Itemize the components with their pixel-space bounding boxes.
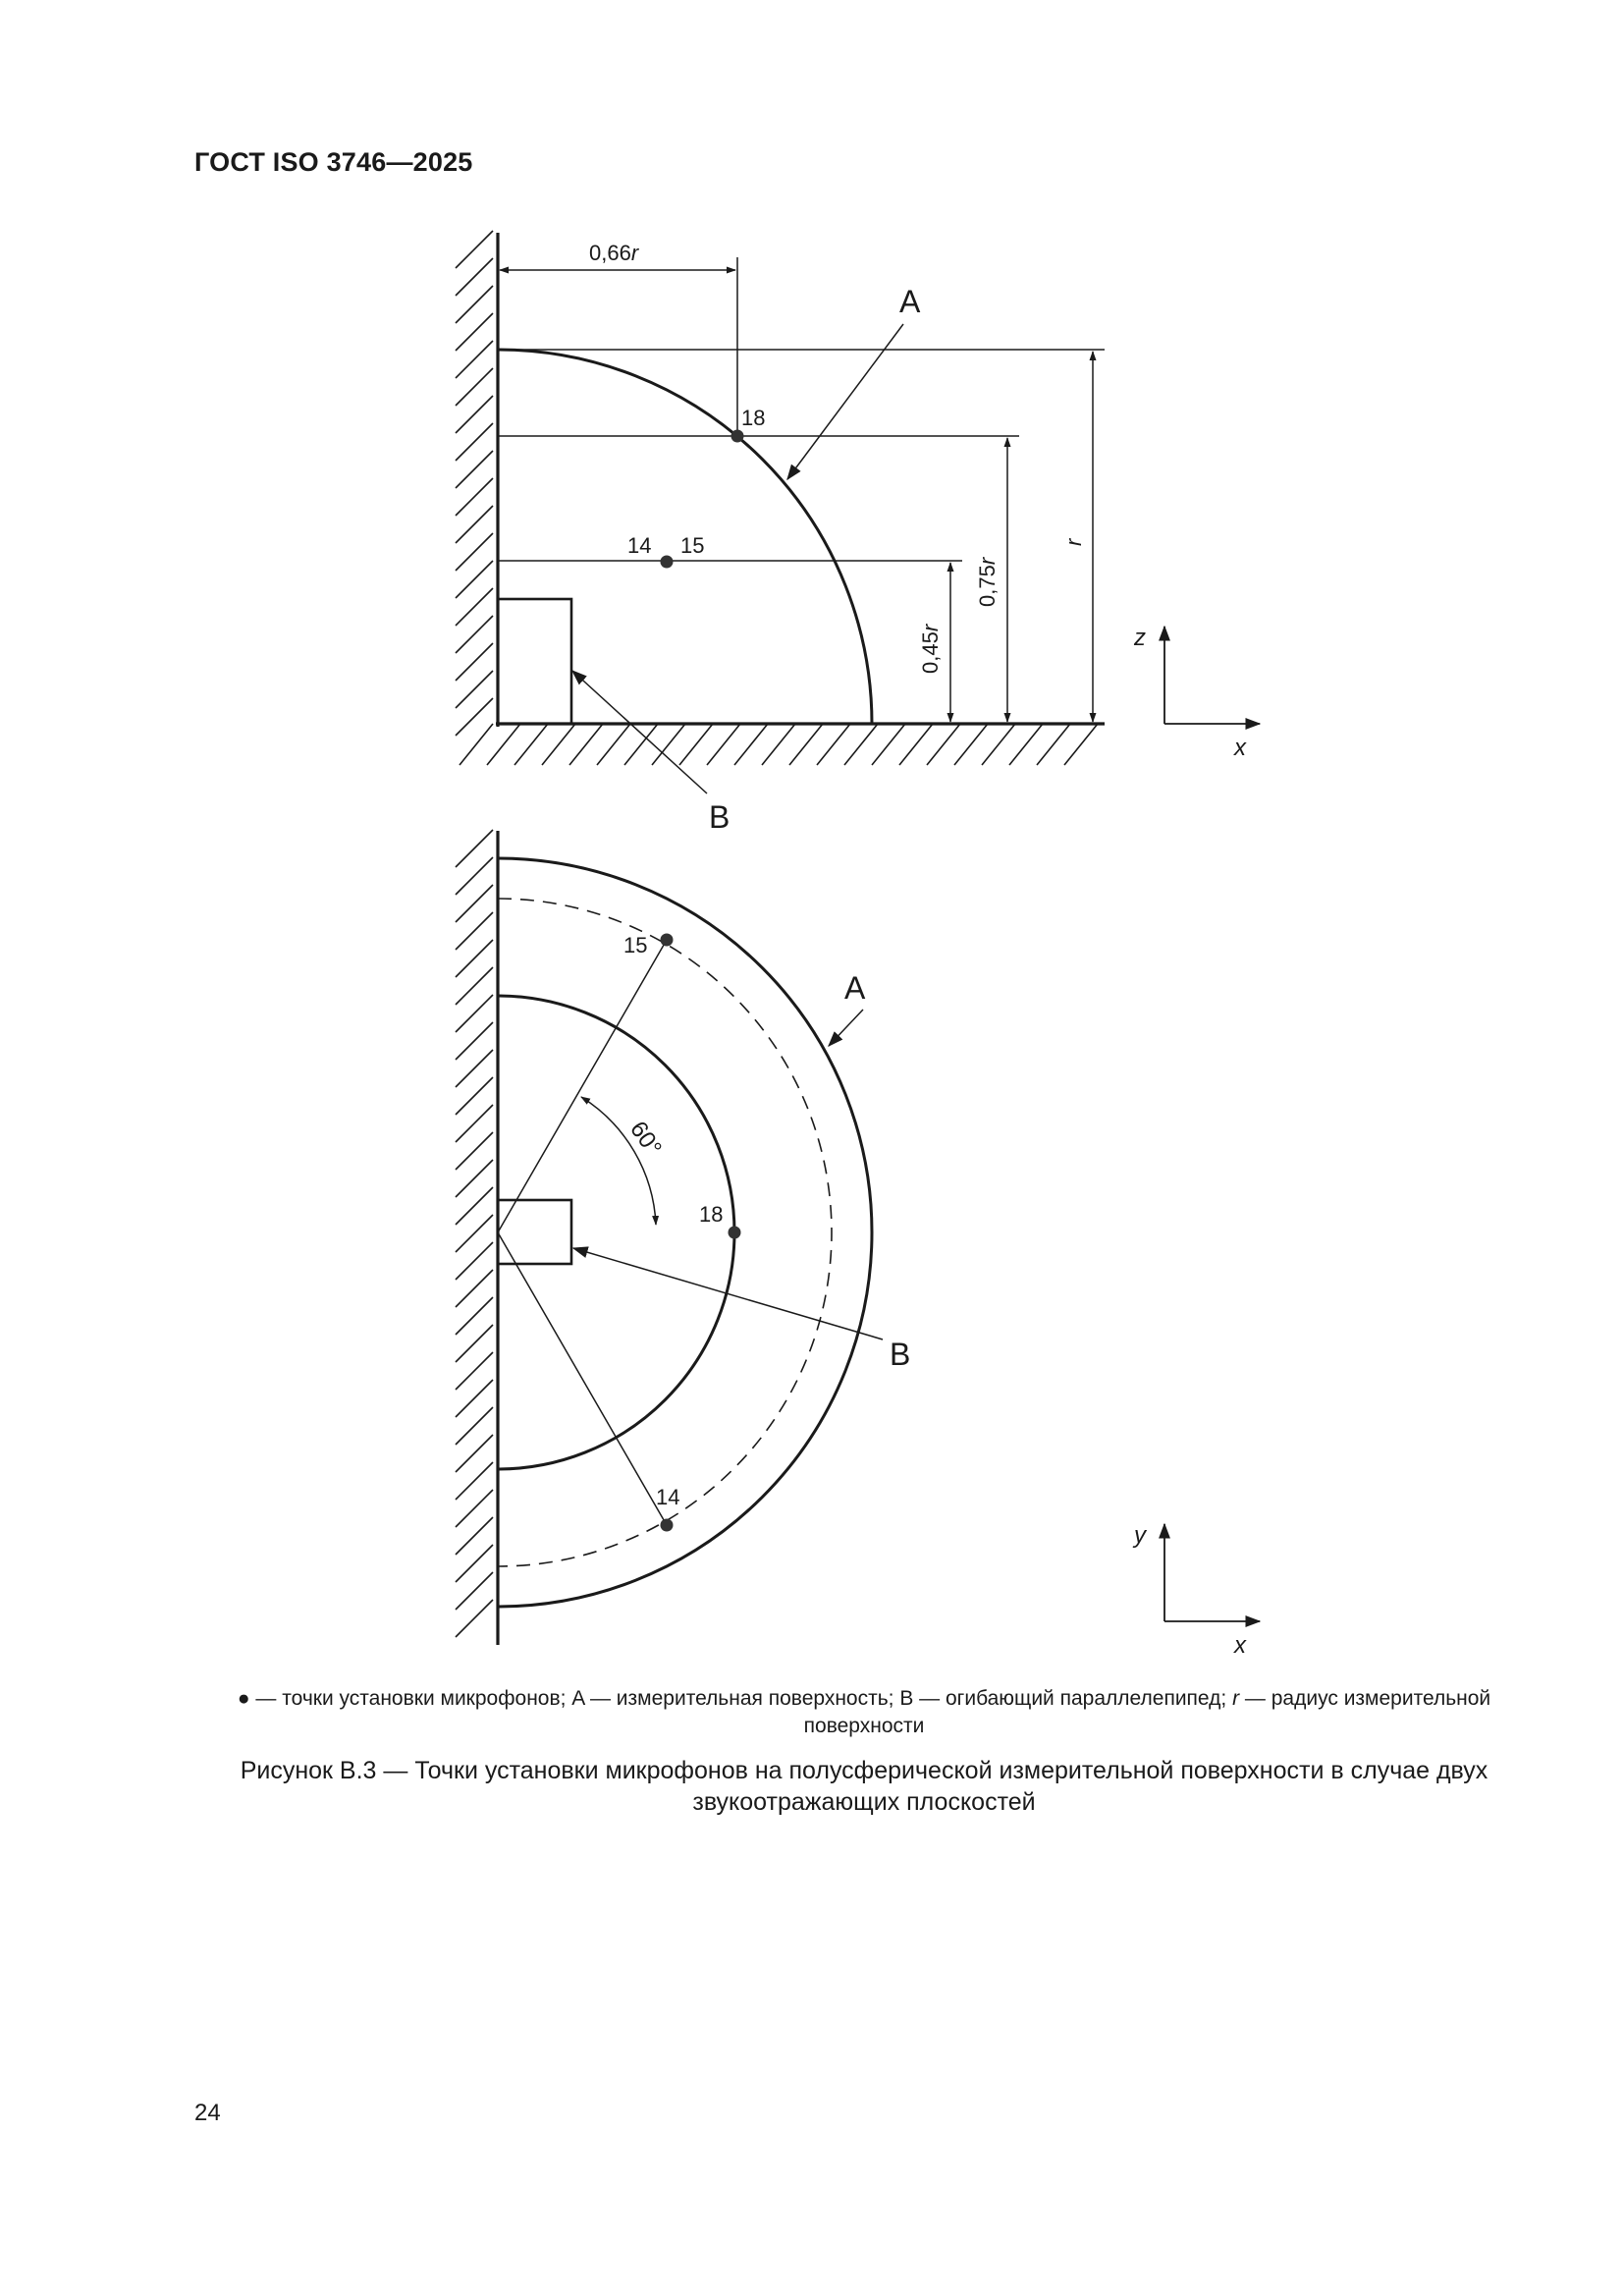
label-A: A — [844, 970, 866, 1006]
leader-B — [572, 671, 707, 793]
svg-text:y: y — [1134, 1522, 1146, 1549]
svg-text:x: x — [1234, 735, 1246, 761]
label-r: r — [1061, 538, 1086, 546]
svg-text:z: z — [1134, 625, 1146, 651]
figure-legend — [187, 1685, 1542, 1740]
mic-label-15: 15 — [680, 533, 705, 558]
mic-label-14: 14 — [656, 1485, 680, 1509]
caption-line-1: Рисунок В.3 — Точки установки микрофонов на полусферической измерительной поверхности в случае двух — [240, 1757, 1488, 1784]
mic-point-15 — [661, 934, 674, 947]
angle-arc-60 — [581, 1097, 656, 1225]
mic-label-15: 15 — [623, 933, 648, 957]
leader-B — [573, 1248, 883, 1339]
elevation-view — [456, 231, 1260, 835]
mic-point-18 — [729, 1227, 741, 1239]
svg-text:x: x — [1234, 1632, 1246, 1659]
mic-label-14: 14 — [627, 533, 652, 558]
reference-box — [498, 599, 571, 724]
angle-label: 60° — [624, 1116, 668, 1162]
legend-line-1: ● — точки установки микрофонов; A — измерительная поверхность; B — огибающий параллелепипед; r — радиус измерительной — [237, 1687, 1491, 1710]
page-number: 24 — [194, 2100, 221, 2126]
label-B: B — [709, 799, 730, 835]
inner-arc — [498, 996, 734, 1469]
leader-A — [787, 324, 903, 479]
label-066r: 0,66r — [589, 241, 639, 265]
mic-label-18: 18 — [699, 1202, 724, 1227]
plan-view — [456, 830, 1260, 1659]
legend-line-2: поверхности — [803, 1715, 925, 1737]
dashed-arc — [498, 899, 832, 1566]
outer-arc — [498, 858, 872, 1607]
mic-point-14 — [661, 1519, 674, 1532]
reference-box-plan — [498, 1200, 571, 1264]
running-header: ГОСТ ISO 3746—2025 — [194, 147, 473, 177]
figure-caption — [196, 1755, 1532, 1818]
axes-zx — [1133, 625, 1260, 761]
wall-hatch-plan — [456, 830, 493, 1637]
label-045r: 0,45r — [918, 624, 943, 674]
leader-A — [829, 1010, 863, 1046]
label-075r: 0,75r — [975, 557, 1000, 607]
wall-hatch-vertical — [456, 231, 493, 736]
floor-hatch — [460, 724, 1098, 765]
mic-label-18: 18 — [741, 406, 766, 430]
label-A: A — [899, 284, 921, 319]
mic-point-14-15 — [661, 556, 674, 569]
axes-yx — [1132, 1522, 1260, 1659]
mic-point-18 — [731, 430, 744, 443]
caption-line-2: звукоотражающих плоскостей — [692, 1788, 1036, 1816]
label-B: B — [890, 1337, 911, 1372]
